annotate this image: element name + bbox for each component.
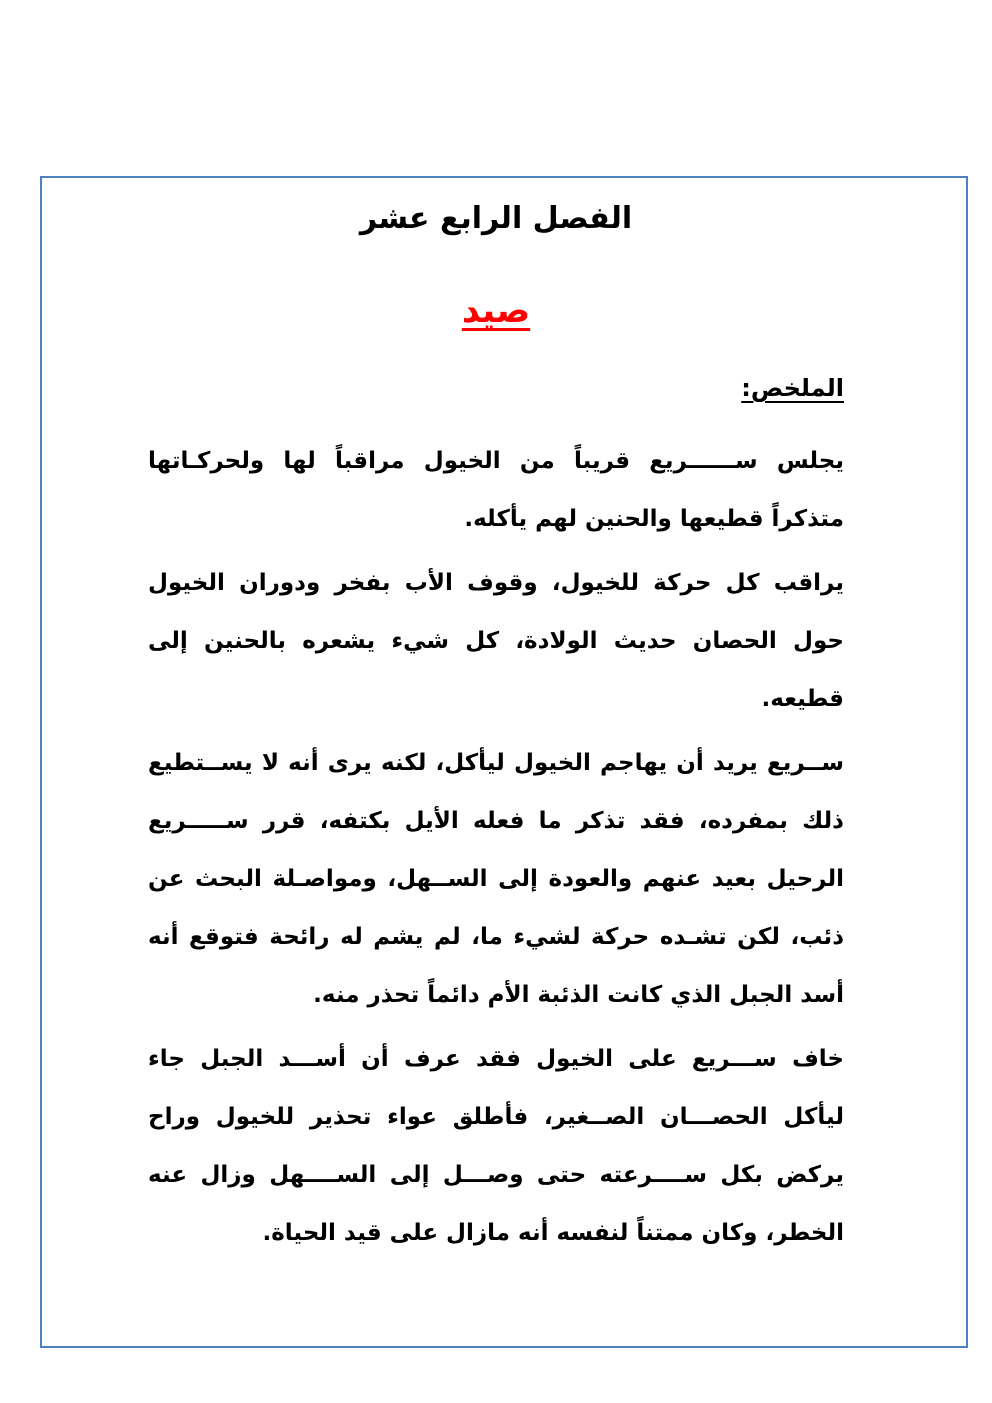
chapter-title: الفصل الرابع عشر bbox=[359, 201, 633, 236]
summary-paragraph-1: يجلس ســــــريع قريباً من الخيول مراقباً لها ولحركـاتها متذكراً قطيعها والحنين لهم يأكله. bbox=[148, 448, 844, 532]
summary-heading bbox=[148, 368, 844, 408]
summary-paragraph-2: يراقب كل حركة للخيول، وقوف الأب بفخر ودوران الخيول حول الحصان حديث الولادة، كل شيء يشعره بالحنين إلى قطيعه. bbox=[148, 570, 844, 712]
document-body bbox=[148, 368, 844, 1268]
summary-label: الملخص: bbox=[741, 374, 844, 402]
summary-paragraph-4: خاف ســـريع على الخيول فقد عرف أن أســـد الجبل جاء ليأكل الحصـــان الصــغير، فأطلق عواء تحذير للخيول وراح يركض بكل ســــرعته حتى وصـــل إلى الســــهل وزال عنه الخطر، وكان ممتناً لنفسه أنه مازال على قيد الحياة. bbox=[148, 1046, 844, 1246]
summary-paragraph-3: ســريع يريد أن يهاجم الخيول ليأكل، لكنه يرى أنه لا يســتطيع ذلك بمفرده، فقد تذكر ما فعله الأيل بكتفه، قرر ســـــريع الرحيل بعيد عنهم والعودة إلى الســهل، ومواصـلة البحث عن ذئب، لكن تشـده حركة لشيء ما، لم يشم له رائحة فتوقع أنه أسد الجبل الذي كانت الذئبة الأم دائماً تحذر منه. bbox=[148, 750, 844, 1008]
section-title: صيد bbox=[461, 291, 531, 331]
